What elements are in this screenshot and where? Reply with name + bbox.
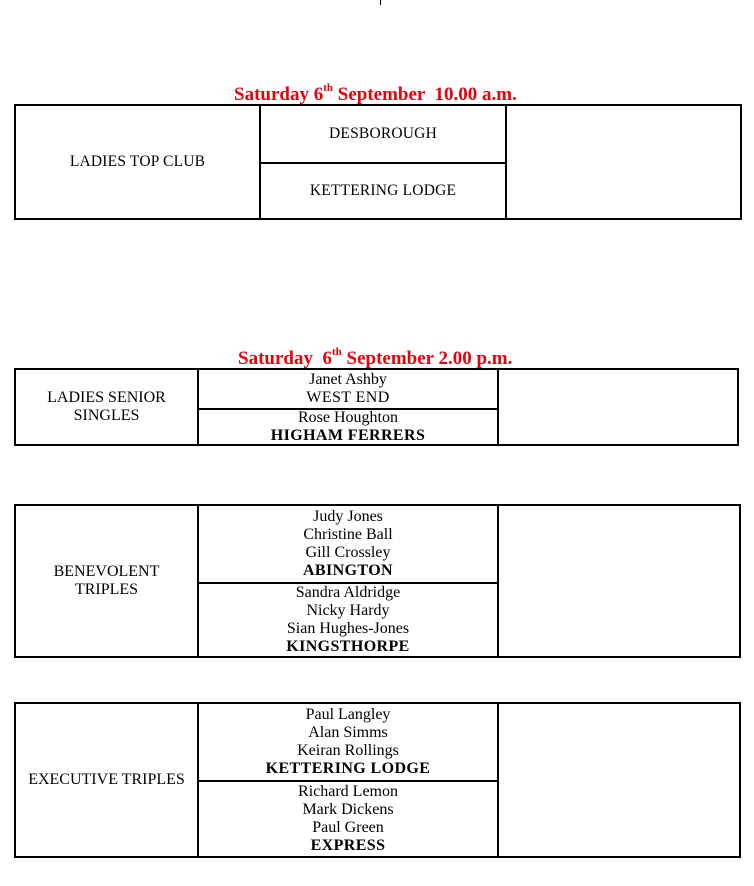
club-name: WEST END	[306, 389, 390, 406]
player-name: Gill Crossley	[305, 544, 391, 561]
club-name: EXPRESS	[310, 837, 386, 854]
player-name: Sandra Aldridge	[295, 584, 401, 601]
entry-cell	[199, 584, 497, 656]
entry-cell	[199, 410, 497, 444]
club-name: KETTERING LODGE	[265, 760, 431, 777]
entry-cell	[199, 782, 497, 856]
player-name: Judy Jones	[313, 508, 383, 525]
player-name: Paul Green	[312, 819, 384, 836]
player-name: Keiran Rollings	[297, 742, 399, 759]
player-name: Paul Langley	[305, 706, 391, 723]
team-cell: DESBOROUGH	[329, 125, 437, 142]
player-name: Richard Lemon	[298, 783, 398, 800]
entry-cell	[199, 704, 497, 780]
player-name: Alan Simms	[308, 724, 388, 741]
executive-triples-table	[14, 702, 741, 858]
team-cell: KETTERING LODGE	[309, 182, 457, 199]
player-name: Nicky Hardy	[306, 602, 390, 619]
entry-cell	[199, 370, 497, 408]
benevolent-triples-table	[14, 504, 741, 658]
event-name: LADIES TOP CLUB	[69, 153, 206, 170]
entry-cell	[199, 506, 497, 582]
club-name: HIGHAM FERRERS	[270, 427, 426, 444]
top-club-table	[14, 104, 742, 220]
player-name: Mark Dickens	[302, 801, 394, 818]
session-heading-afternoon: Saturday 6th September 2.00 p.m.	[238, 346, 513, 369]
event-name: EXECUTIVE TRIPLES	[28, 771, 185, 788]
player-name: Sian Hughes-Jones	[286, 620, 410, 637]
event-name: BENEVOLENT TRIPLES	[53, 563, 160, 598]
senior-singles-table	[14, 368, 739, 446]
club-name: ABINGTON	[302, 562, 394, 579]
club-name: KINGSTHORPE	[286, 638, 410, 655]
event-name: LADIES SENIOR SINGLES	[47, 389, 166, 424]
session-heading-morning: Saturday 6th September 10.00 a.m.	[234, 82, 517, 105]
player-name: Janet Ashby	[309, 371, 387, 388]
player-name: Rose Houghton	[298, 409, 398, 426]
player-name: Christine Ball	[303, 526, 393, 543]
page-marker	[380, 0, 381, 5]
